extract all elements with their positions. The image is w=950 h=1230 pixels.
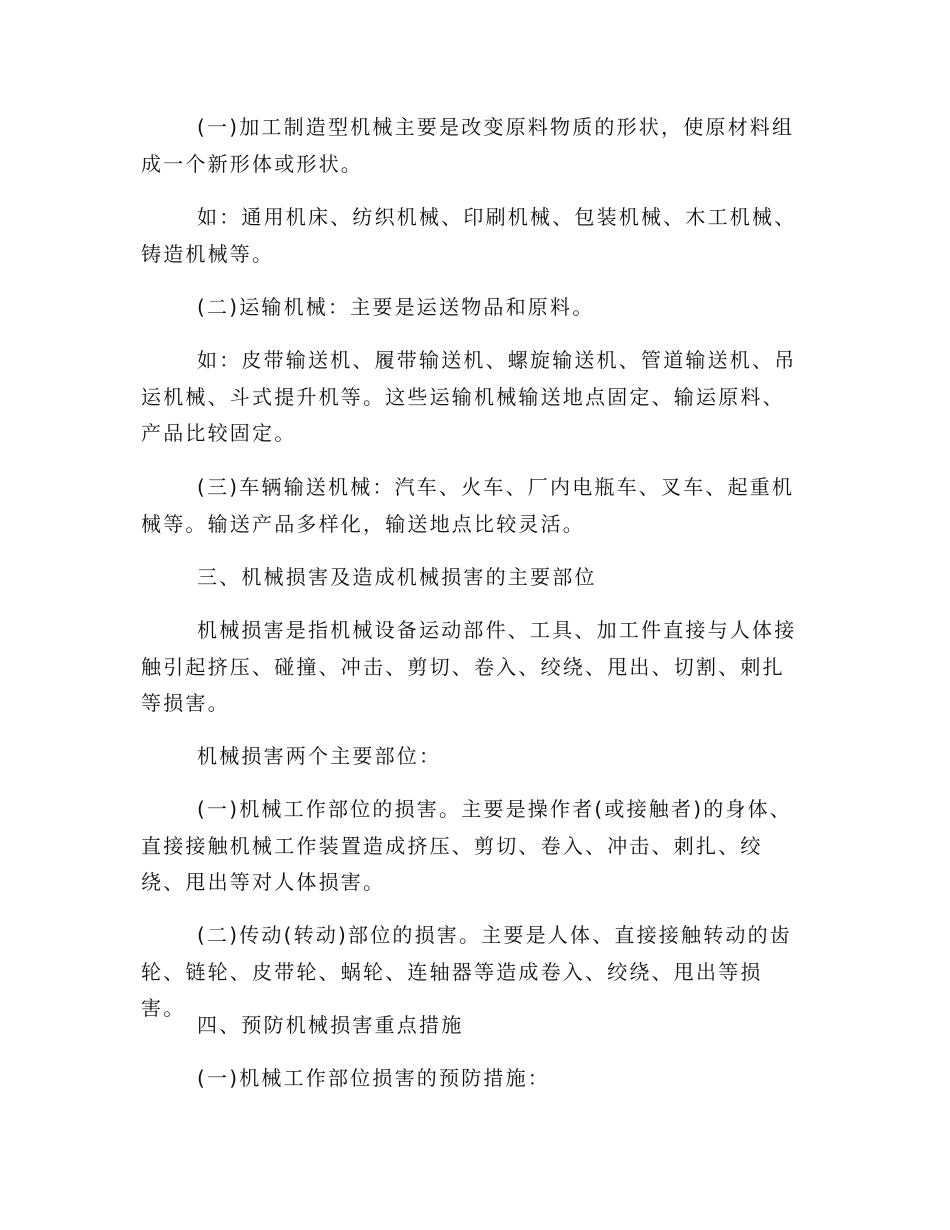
paragraph-processing-examples: 如：通用机床、纺织机械、印刷机械、包装机械、木工机械、铸造机械等。	[141, 205, 797, 266]
paragraph-transport-machinery: (二)运输机械：主要是运送物品和原料。	[197, 295, 595, 319]
paragraph-processing-machinery: (一)加工制造型机械主要是改变原料物质的形状，使原材料组成一个新形体或形状。	[141, 115, 795, 176]
section-heading-prevention: 四、预防机械损害重点措施	[197, 1013, 464, 1037]
paragraph-transport-examples: 如：皮带输送机、履带输送机、螺旋输送机、管道输送机、吊运机械、斗式提升机等。这些运输机械输送地点固定、输运原料、产品比较固定。	[141, 348, 797, 445]
paragraph-injury-definition: 机械损害是指机械设备运动部件、工具、加工件直接与人体接触引起挤压、碰撞、冲击、剪切、卷入、绞绕、甩出、切割、刺扎等损害。	[141, 618, 797, 715]
paragraph-working-part-prevention: (一)机械工作部位损害的预防措施：	[197, 1066, 551, 1090]
paragraph-working-part-injury: (一)机械工作部位的损害。主要是操作者(或接触者)的身体、直接接触机械工作装置造成挤压、剪切、卷入、冲击、刺扎、绞绕、甩出等对人体损害。	[141, 797, 793, 894]
paragraph-two-injury-parts: 机械损害两个主要部位：	[197, 744, 442, 768]
section-heading-injury-locations: 三、机械损害及造成机械损害的主要部位	[197, 565, 597, 589]
paragraph-vehicle-machinery: (三)车辆输送机械：汽车、火车、厂内电瓶车、叉车、起重机械等。输送产品多样化，输送地点比较灵活。	[141, 475, 795, 536]
paragraph-transmission-part-injury: (二)传动(转动)部位的损害。主要是人体、直接接触转动的齿轮、链轮、皮带轮、蜗轮、连轴器等造成卷入、绞绕、甩出等损害。	[141, 923, 793, 1020]
